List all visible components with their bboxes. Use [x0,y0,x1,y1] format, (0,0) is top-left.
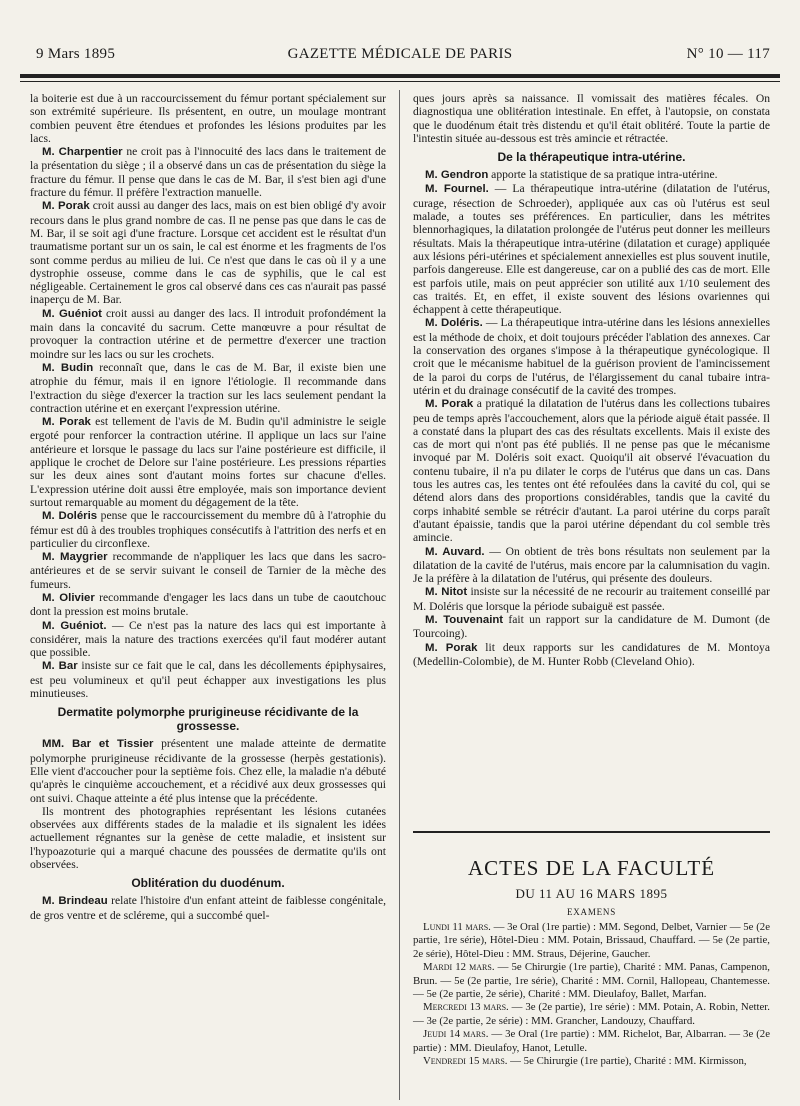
exam-day: Mardi 12 mars. [423,961,495,974]
speaker-name: M. Guéniot [42,307,102,320]
paragraph [30,509,386,550]
speaker-name: M. Porak [42,200,90,213]
paragraph-text: — La thérapeutique intra-utérine (dilatation de l'utérus, curage, résection de Schroeder), appliquée aux cas où l'utérus est seul malade, a toutes ses préférences. En particulier, dans les métrites blennorhagiques, la dilatation prolongée de l'utérus peut donner les meilleurs résultats. Mais la thérapeutique intra-utérine (dilatation et curage) appliquée aux lésions péri-utérines et spécialement annexielles est plus souvent inutile, parfois dangereuse. Elle est dangereuse, car on a publié des cas de mort. Elle est parfois utile, mais on peut apprécier son utilité aux 1/10 seulement des cas traités. Et, en effet, il existe souvent des lésions ovariennes qui échappent à cette thérapeutique. [413,182,770,317]
exam-details: — 3e (2e partie), 1re série) : MM. Potain, A. Robin, Netter. — 3e (2e partie, 2e série) : MM. Grancher, Landouzy, Chauffard. [413,1001,770,1027]
issue-page-number: N° 10 — 117 [686,46,770,62]
paragraph [413,613,770,641]
right-column [413,92,770,668]
speaker-name: M. Doléris [42,510,98,523]
paragraph [413,585,770,613]
exam-details: — 3e Oral (1re partie) : MM. Richelot, Bar, Albarran. — 3e (2e partie) : MM. Dieulafoy, Hanot, Letulle. [413,1028,770,1054]
speaker-name: M. Brindeau [42,895,108,908]
paragraph-text: ques jours après sa naissance. Il vomissait des matières fécales. On diagnostiqua une oblitération intestinale. En effet, à l'autopsie, on constata que le duodénum était très distendu et qu'il était oblitéré. Toute la partie de l'intestin située au-dessous est très amincie et rétractée. [413,92,770,145]
exam-day: Lundi 11 mars. [423,921,491,933]
exams-list [413,921,770,1068]
paragraph-text: pense que le raccourcissement du membre dû à l'atrophie du fémur est dû à des troubles trophiques consécutifs à l'attrition des nerfs et en particulier du circonflexe. [30,509,386,550]
speaker-name: M. Fournel. [425,183,489,196]
exam-day: Mercredi 13 mars. [423,1001,509,1014]
paragraph-text: croit aussi au danger des lacs. Il introduit profondément la main dans la concavité du sacrum. Cette manœuvre a pour résultat de provoquer la contraction utérine et de permettre d'exercer une traction moindre sur les lacs ou sur les crochets. [30,306,386,361]
section-heading: Dermatite polymorphe prurigineuse récidivante de la grossesse. [57,705,359,734]
speaker-name: M. Maygrier [42,551,108,564]
paragraph-text: a pratiqué la dilatation de l'utérus dans les collections tubaires peu de temps après l'accouchement, alors que la période aiguë était passée. Il a constaté dans la plupart des cas des résultats excellents. Mais il existe des cas de mort qui n'ont pas été publiés. Il ne pense pas que le mécanisme invoqué par M. Doléris soit exact. Quoiqu'il ait observé l'évacuation du contenu tubaire, il n'a pu dilater le corps de l'utérus que dans un cas. Dans tous les autres cas, les tentes ont été refoulées dans la cavité du col, qui se détend alors dans des proportions considérables, tandis que la cavité du corps inhabité semble se rétrécir d'autant. La paroi utérine du corps paraît d'autant épaissie, tandis que la paroi utérine dépendant du col semble très amincie. [413,397,770,545]
exam-entry [413,1028,770,1055]
paragraph [413,92,770,145]
exam-entry [413,1001,770,1028]
exam-day: Vendredi 15 mars. [423,1055,508,1068]
paragraph-text: apporte la statistique de sa pratique intra-utérine. [488,168,718,182]
speaker-name: M. Gendron [425,169,489,182]
speaker-name: M. Porak [425,398,474,411]
paragraph-text: croit aussi au danger des lacs, mais on est bien obligé d'y avoir recours dans le plus grand nombre de cas. Il ne pense pas que dans le cas de M. Bar, il se soit agi d'une fracture. Lorsque cet accident est le résultat d'un traumatisme portant sur un os sain, le cal est énorme et les fragments de l'os sont comme perdus au milieu de lui. Ce n'est que dans le cas où il y a une dystrophie osseuse, comme dans le cas de syphilis, que le cal est négligeable. Certainement le gros cal observé dans ces cas n'aurait pas passé inaperçu de M. Bar. [30,199,386,307]
exam-details: — 5e Chirurgie (1re partie), Charité : MM. Panas, Campenon, Brun. — 5e (2e partie, 1re série), Charité : MM. Cornil, Hallopeau, Chantemesse. — 5e (2e partie, 2e série), Charité : MM. Dieulafoy, Ballet, Marfan. [413,961,770,1001]
exam-details: — 3e Oral (1re partie) : MM. Segond, Delbet, Varnier — 5e (2e partie, 1re série), Hôtel-Dieu : MM. Potain, Brissaud, Chauffard. — 5e (2e partie, 2e série), Hôtel-Dieu : MM. Straus, Déjerine, Gaucher. [413,921,770,960]
exam-details: — 5e Chirurgie (1re partie), Charité : MM. Kirmisson, [507,1055,747,1068]
speaker-name: M. Porak [425,641,478,654]
paragraph-text: insiste sur la nécessité de ne recourir au traitement conseillé par M. Doléris que lorsque la période subaiguë est passée. [413,585,770,613]
page-header [30,46,770,70]
speaker-name: MM. Bar et Tissier [42,738,154,751]
actes-title: ACTES DE LA FACULTÉ [467,856,716,880]
speaker-name: M. Guéniot. [42,619,107,632]
paragraph [30,550,386,591]
paragraph-text: ne croit pas à l'innocuité des lacs dans le traitement de la présentation du siège ; il a observé dans un cas de présentation du siège la fracture du fémur. Il pense que dans le cas de M. Bar, il s'est bien agi d'une fracture du fémur. Il préfère l'extraction manuelle. [30,145,386,200]
paragraph [30,805,386,871]
paragraph-text: est tellement de l'avis de M. Budin qu'il administre le seigle ergoté pour renforcer la contraction utérine. Il applique un lacs sur l'aine antérieure et lorsque le passage du lacs sur l'aine postérieure est difficile, il applique le crochet de Delore sur l'aine postérieure. Les pressions réparties sur les deux aines sont d'autant moins fortes sur chacune d'elles. L'expression utérine doit aussi être employée, mais son importance devient surtout remarquable au moment du dégagement de la tête. [30,415,386,509]
paragraph [413,641,770,669]
paragraph-text: relate l'histoire d'un enfant atteint de faiblesse congénitale, de gros ventre et de scléreme, qui a succombé quel- [30,894,387,922]
section-heading: De la thérapeutique intra-utérine. [497,150,686,165]
header-rule-thick [20,74,780,78]
paragraph-text: — La thérapeutique intra-utérine dans les lésions annexielles est la méthode de choix, et doit toujours précéder l'ablation des annexes. Car la conservation des organes s'impose à la thérapeutique gynécologique. Il croit que le mécanisme habituel de la guérison provient de l'amincissement de la paroi du corps de l'utérus, de l'élargissement du canal tubaire intra-utérin et du drainage consécutif de la cavité des trompes. [413,316,770,397]
left-column [30,92,386,922]
exam-day: Jeudi 14 mars. [423,1028,489,1041]
paragraph-text: Ils montrent des photographies représentant les lésions cutanées observées aux différents stades de la maladie et ils signalent les idées actuellement régnantes sur la genèse de cette maladie, et insistent sur l'hypoazoturie qui a marqué chacune des poussées de dermatite qu'ils ont observées. [30,804,386,872]
paragraph [30,619,386,660]
speaker-name: M. Porak [42,416,91,429]
speaker-name: M. Charpentier [42,146,123,159]
speaker-name: M. Doléris. [425,317,483,330]
exam-entry [413,921,770,961]
paragraph [30,199,386,306]
speaker-name: M. Nitot [425,586,468,599]
paragraph [30,145,386,199]
column-separator [399,90,400,1100]
paragraph [413,182,770,316]
speaker-name: M. Auvard. [425,545,485,558]
paragraph [30,92,386,145]
paragraph-text: fait un rapport sur la candidature de M. Dumont (de Tourcoing). [413,612,770,641]
speaker-name: M. Bar [42,660,78,673]
paragraph-text: insiste sur ce fait que le cal, dans les décollements épiphysaires, est peu volumineux et qu'il peut échapper aux investigations les plus minutieuses. [30,659,386,701]
paragraph [413,316,770,397]
paragraph-text: — On obtient de très bons résultats non seulement par la dilatation de la cavité de l'utérus, mais encore par la calumnisation du vagin. Je la préfère à la dilatation de l'utérus, qui présente des douleurs. [413,544,770,586]
actes-rule [413,831,770,833]
speaker-name: M. Olivier [42,591,95,604]
paragraph-text: — Ce n'est pas la nature des lacs qui est importante à considérer, mais la nature des tractions exercées qu'il faut modérer autant que possible. [30,618,386,660]
exam-entry [413,1055,770,1068]
paragraph [30,659,386,700]
paragraph [30,591,386,619]
paragraph [30,737,386,804]
header-rule-thin [20,81,780,82]
paragraph [30,894,386,922]
speaker-name: M. Budin [42,361,94,374]
paragraph-text: recommande de n'appliquer les lacs que dans les sacro-antérieures et de se servir suivant le conseil de Tarnier de la mèche des fumeurs. [30,550,386,591]
paragraph [413,168,770,182]
actes-dates: DU 11 AU 16 MARS 1895 [515,886,668,901]
paragraph [30,415,386,509]
speaker-name: M. Touvenaint [425,613,504,626]
paragraph [30,307,386,361]
paragraph [413,545,770,586]
paragraph [413,397,770,544]
paragraph-text: présentent une malade atteinte de dermatite polymorphe prurigineuse récidivante de la grossesse (herpès gestationis). Elle vient d'accoucher pour la septième fois. Chez elle, la maladie n'a débuté qu'après le cinquième accouchement, et a récidivé aux deux grossesses qui ont suivi. Chaque atteinte a été plus intense que la précédente. [30,737,387,805]
exam-entry [413,961,770,1001]
paragraph [30,361,386,415]
issue-date: 9 Mars 1895 [36,46,116,62]
section-heading: Oblitération du duodénum. [131,876,285,891]
paragraph-text: la boiterie est due à un raccourcissement du fémur portant spécialement sur son extrémité supérieure. Ils présentent, en outre, un moulage montrant combien peuvent être étendues et profondes les lésions produites par les lacs. [30,92,386,145]
paragraph-text: recommande d'engager les lacs dans un tube de caoutchouc dont la pression est moins brutale. [30,590,386,619]
paragraph-text: lit deux rapports sur les candidatures de M. Montoya (Medellin-Colombie), de M. Hunter Robb (Cleveland Ohio). [413,640,770,668]
journal-title: GAZETTE MÉDICALE DE PARIS [287,46,513,62]
actes-subtitle: EXAMENS [566,907,617,917]
paragraph-text: reconnaît que, dans le cas de M. Bar, il existe bien une atrophie du fémur, mais il en ignore l'étiologie. Il recommande dans l'extraction du siège d'exercer la traction sur les lacs seulement pendant la contraction utérine et en exerçant l'expression utérine. [30,360,386,415]
